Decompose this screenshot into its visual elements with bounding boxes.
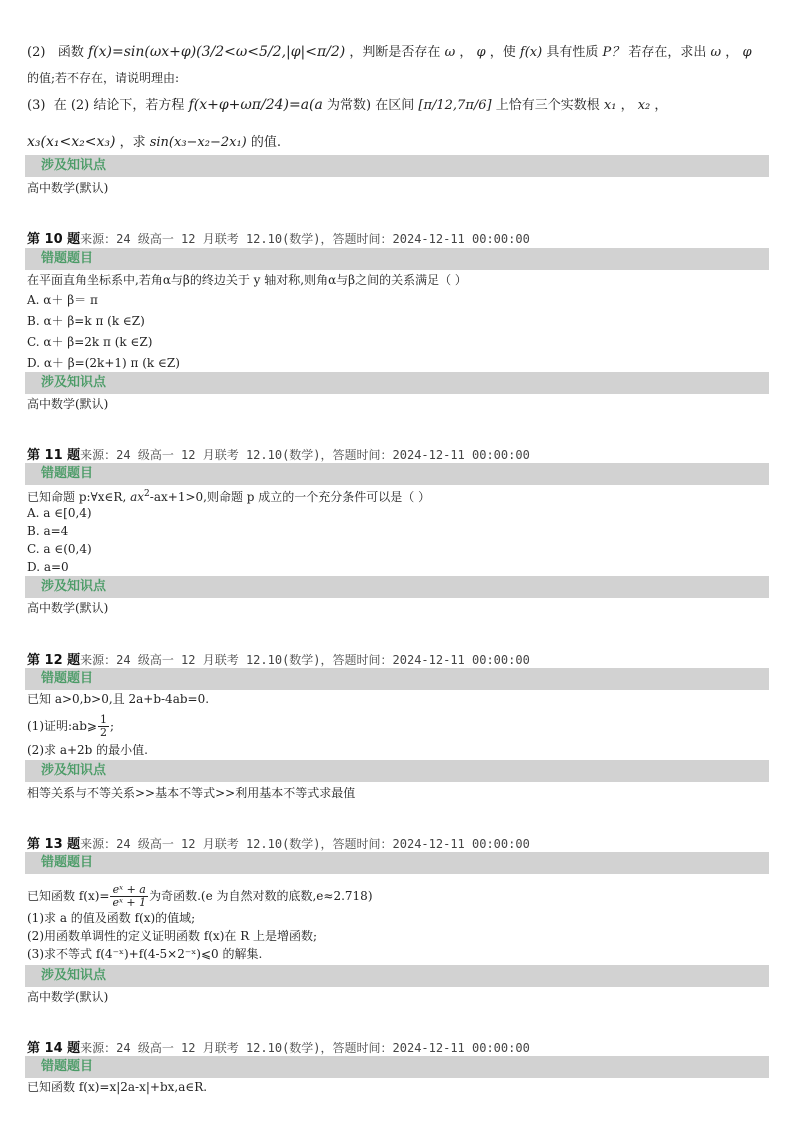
q10-knowledge-header: 涉及知识点: [25, 372, 769, 394]
q9-part3-line1: (3) 在 (2) 结论下，若方程 f(x+φ+ωπ/24)=a(a 为常数) 在区间 [π/12,7π/6] 上恰有三个实数根 x₁ ， x₂ ，: [27, 97, 668, 113]
q9-part2-line1: (2) 函数 f(x)=sin(ωx+φ)(3/2<ω<5/2,|φ|<π/2) ，判断是否存在 ω ， φ ，使 f(x) 具有性质 P？ 若存在，求出 ω ， φ: [27, 44, 752, 60]
q13-knowledge-header: 涉及知识点: [25, 965, 769, 987]
q13-part2: (2)用函数单调性的定义证明函数 f(x)在 R 上是增函数;: [27, 929, 318, 943]
q12-stem: 已知 a>0,b>0,且 2a+b-4ab=0.: [27, 692, 210, 706]
q11-knowledge-header: 涉及知识点: [25, 576, 769, 598]
q10-option-d: D. α＋ β=(2k+1) π (k ∈Z): [27, 356, 180, 370]
q12-part1: (1)证明:ab⩾ $\frac{1}{2}$ ;: [27, 713, 114, 739]
q10-header: 第 10 题来源：24 级高一 12 月联考 12.10(数学)，答题时间：2024-12-11 00:00:00: [27, 232, 530, 247]
q13-knowledge-value: 高中数学(默认): [27, 990, 109, 1004]
q9-knowledge-value: 高中数学(默认): [27, 181, 109, 195]
q13-fraction: $\frac{\text{eˣ + a}}{\text{eˣ + 1}}$: [112, 883, 147, 909]
q11-option-b: B. a=4: [27, 524, 69, 538]
q12-wrong-header: 错题题目: [25, 668, 769, 690]
q11-option-a: A. a ∈[0,4): [27, 506, 92, 520]
q11-wrong-header: 错题题目: [25, 463, 769, 485]
q10-option-b: B. α＋ β=k π (k ∈Z): [27, 314, 145, 328]
q9-part2-formula: f(x)=sin(ωx+φ)(3/2<ω<5/2,|φ|<π/2): [87, 44, 346, 60]
q14-wrong-header: 错题题目: [25, 1056, 769, 1078]
q11-option-d: D. a=0: [27, 560, 69, 574]
q10-option-a: A. α＋ β＝ π: [27, 293, 98, 307]
q13-header: 第 13 题来源：24 级高一 12 月联考 12.10(数学)，答题时间：2024-12-11 00:00:00: [27, 837, 530, 852]
q9-part3-formula: f(x+φ+ωπ/24)=a(a: [188, 97, 323, 113]
q10-option-c: C. α＋ β=2k π (k ∈Z): [27, 335, 153, 349]
q9-part2-line2: 的值;若不存在，请说明理由:: [27, 71, 180, 85]
q9-part3-line2: x₃(x₁<x₂<x₃) ，求 sin(x₃−x₂−2x₁) 的值.: [27, 134, 282, 150]
q9-knowledge-header: 涉及知识点: [25, 155, 769, 177]
q10-stem: 在平面直角坐标系中,若角α与β的终边关于 y 轴对称,则角α与β之间的关系满足（ ）: [27, 273, 467, 287]
q10-wrong-header: 错题题目: [25, 248, 769, 270]
q12-knowledge-value: 相等关系与不等关系>>基本不等式>>利用基本不等式求最值: [27, 786, 356, 800]
q12-knowledge-header: 涉及知识点: [25, 760, 769, 782]
q10-knowledge-value: 高中数学(默认): [27, 397, 109, 411]
q13-stem: 已知函数 f(x)= $\frac{\text{eˣ + a}}{\text{eˣ + 1}}$ 为奇函数.(e 为自然对数的底数,e≈2.718): [27, 883, 373, 909]
q13-wrong-header: 错题题目: [25, 852, 769, 874]
q12-fraction: $\frac{1}{2}$: [99, 713, 107, 739]
q13-part3: (3)求不等式 f(4⁻ˣ)+f(4-5×2⁻ˣ)⩽0 的解集.: [27, 947, 263, 961]
q14-stem: 已知函数 f(x)=x|2a-x|+bx,a∈R.: [27, 1080, 208, 1094]
q11-stem: 已知命题 p:∀x∈R, $ax^2-ax+1>0$,则命题 p 成立的一个充分条件可以是（ ）: [27, 489, 431, 504]
q13-part1: (1)求 a 的值及函数 f(x)的值域;: [27, 911, 196, 925]
q11-option-c: C. a ∈(0,4): [27, 542, 92, 556]
q12-part2: (2)求 a+2b 的最小值.: [27, 743, 148, 757]
q12-header: 第 12 题来源：24 级高一 12 月联考 12.10(数学)，答题时间：2024-12-11 00:00:00: [27, 653, 530, 668]
q11-knowledge-value: 高中数学(默认): [27, 601, 109, 615]
q14-header: 第 14 题来源：24 级高一 12 月联考 12.10(数学)，答题时间：2024-12-11 00:00:00: [27, 1041, 530, 1056]
q11-header: 第 11 题来源：24 级高一 12 月联考 12.10(数学)，答题时间：2024-12-11 00:00:00: [27, 448, 530, 463]
